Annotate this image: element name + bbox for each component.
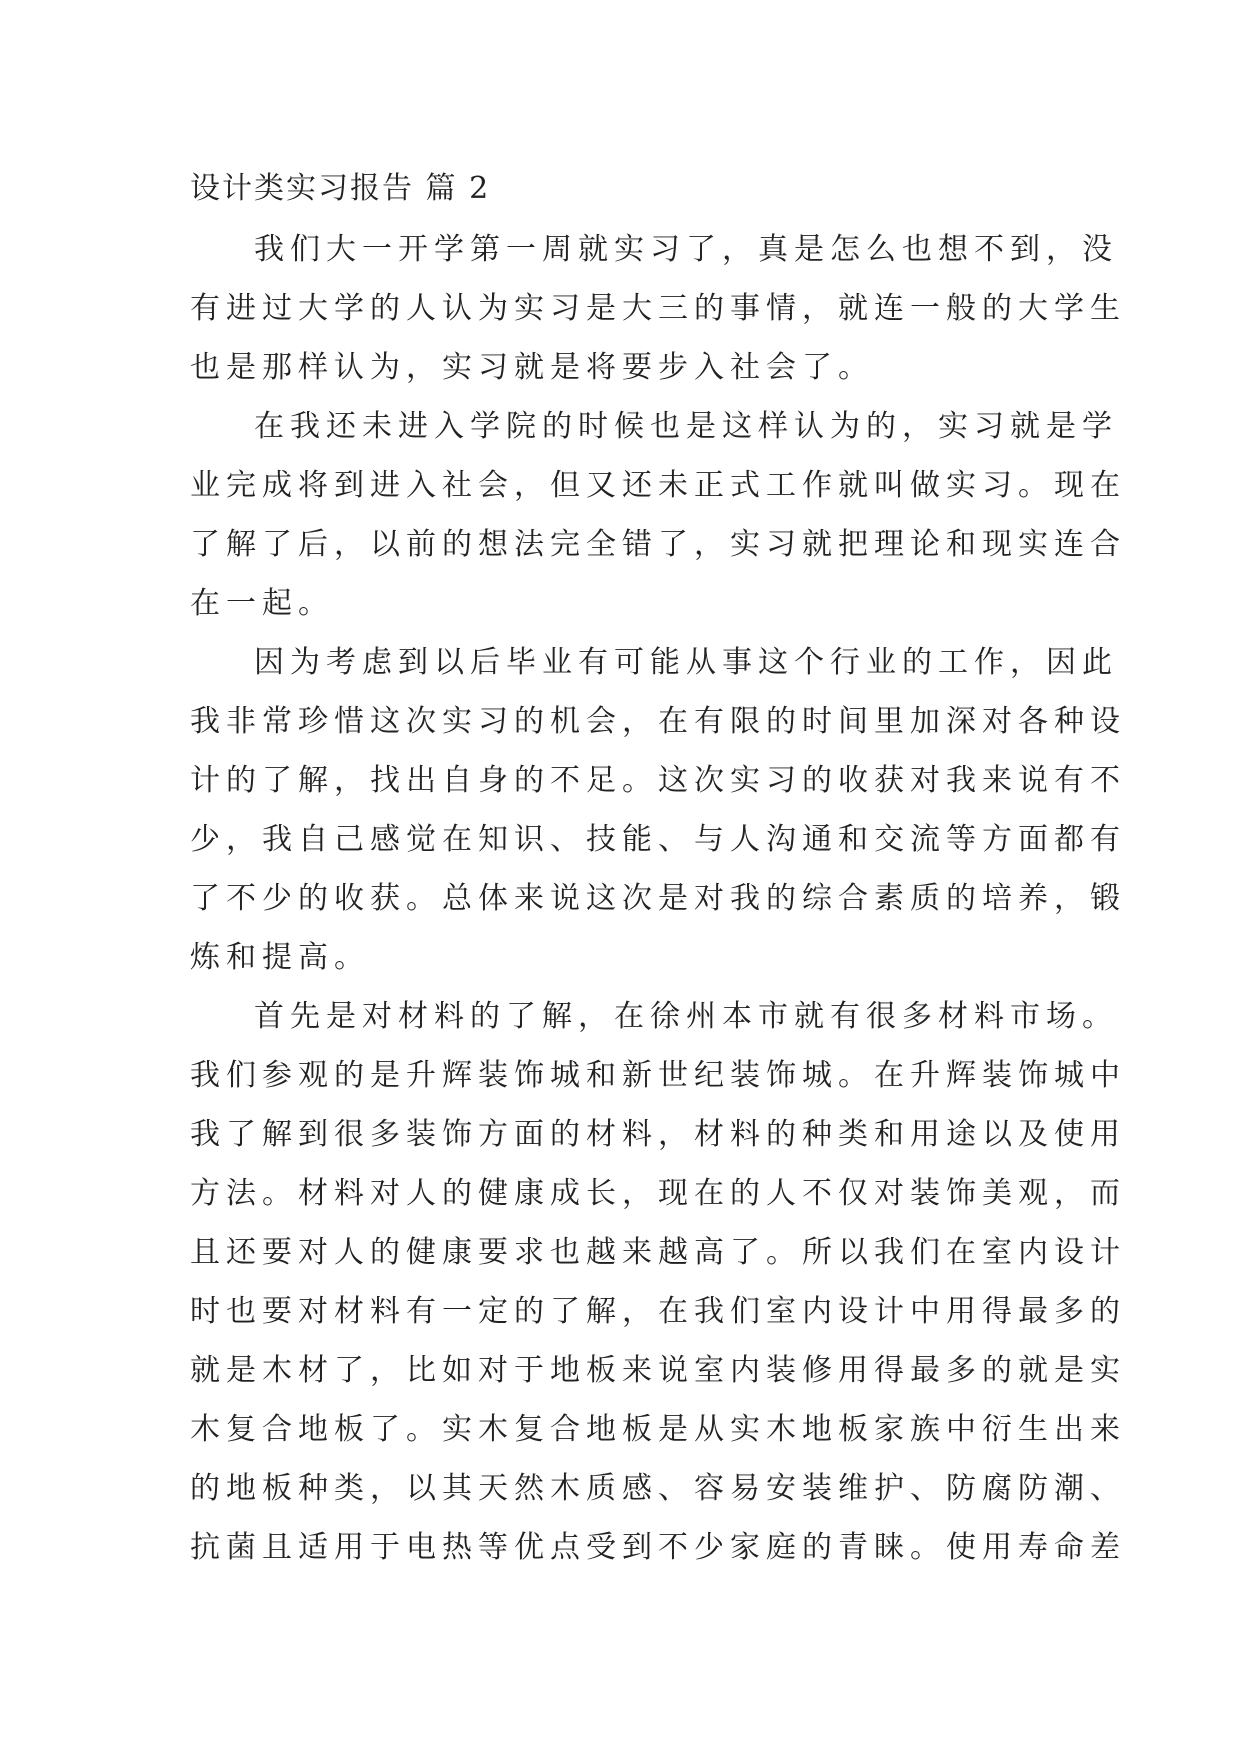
- paragraph-line: 我们参观的是升辉装饰城和新世纪装饰城。在升辉装饰城中: [190, 1058, 1126, 1093]
- paragraph-line: 少，我自己感觉在知识、技能、与人沟通和交流等方面都有: [190, 822, 1126, 857]
- paragraph-4: [190, 987, 1126, 1577]
- paragraph-line: 木复合地板了。实木复合地板是从实木地板家族中衍生出来: [190, 1412, 1126, 1447]
- paragraph-line: 因为考虑到以后毕业有可能从事这个行业的工作，因此: [254, 645, 1118, 680]
- paragraph-line: 炼和提高。: [190, 940, 370, 975]
- paragraph-line: 我非常珍惜这次实习的机会，在有限的时间里加深对各种设: [190, 704, 1126, 739]
- paragraph-line: 也是那样认为，实习就是将要步入社会了。: [190, 350, 874, 385]
- document-title: 设计类实习报告 篇 2: [190, 171, 491, 206]
- paragraph-line: 了解了后，以前的想法完全错了，实习就把理论和现实连合: [190, 527, 1126, 562]
- paragraph-line: 方法。材料对人的健康成长，现在的人不仅对装饰美观，而: [190, 1176, 1126, 1211]
- paragraph-1: [190, 220, 1126, 397]
- paragraph-line: 且还要对人的健康要求也越来越高了。所以我们在室内设计: [190, 1235, 1126, 1270]
- paragraph-line: 有进过大学的人认为实习是大三的事情，就连一般的大学生: [190, 291, 1126, 326]
- paragraph-line: 业完成将到进入社会，但又还未正式工作就叫做实习。现在: [190, 468, 1126, 503]
- paragraph-line: 在一起。: [190, 586, 334, 621]
- paragraph-line: 在我还未进入学院的时候也是这样认为的，实习就是学: [254, 409, 1118, 444]
- paragraph-line: 时也要对材料有一定的了解，在我们室内设计中用得最多的: [190, 1294, 1126, 1329]
- paragraph-line: 就是木材了，比如对于地板来说室内装修用得最多的就是实: [190, 1353, 1126, 1388]
- paragraph-line: 的地板种类，以其天然木质感、容易安装维护、防腐防潮、: [190, 1471, 1126, 1506]
- paragraph-line: 首先是对材料的了解，在徐州本市就有很多材料市场。: [254, 999, 1118, 1034]
- paragraph-line: 了不少的收获。总体来说这次是对我的综合素质的培养，锻: [190, 881, 1126, 916]
- paragraph-line: 我了解到很多装饰方面的材料，材料的种类和用途以及使用: [190, 1117, 1126, 1152]
- paragraph-2: [190, 397, 1126, 633]
- paragraph-line: 抗菌且适用于电热等优点受到不少家庭的青睐。使用寿命差: [190, 1530, 1126, 1565]
- paragraph-line: 计的了解，找出自身的不足。这次实习的收获对我来说有不: [190, 763, 1126, 798]
- paragraph-line: 我们大一开学第一周就实习了，真是怎么也想不到，没: [254, 232, 1118, 267]
- paragraph-3: [190, 633, 1126, 987]
- document-body: [190, 160, 1126, 1577]
